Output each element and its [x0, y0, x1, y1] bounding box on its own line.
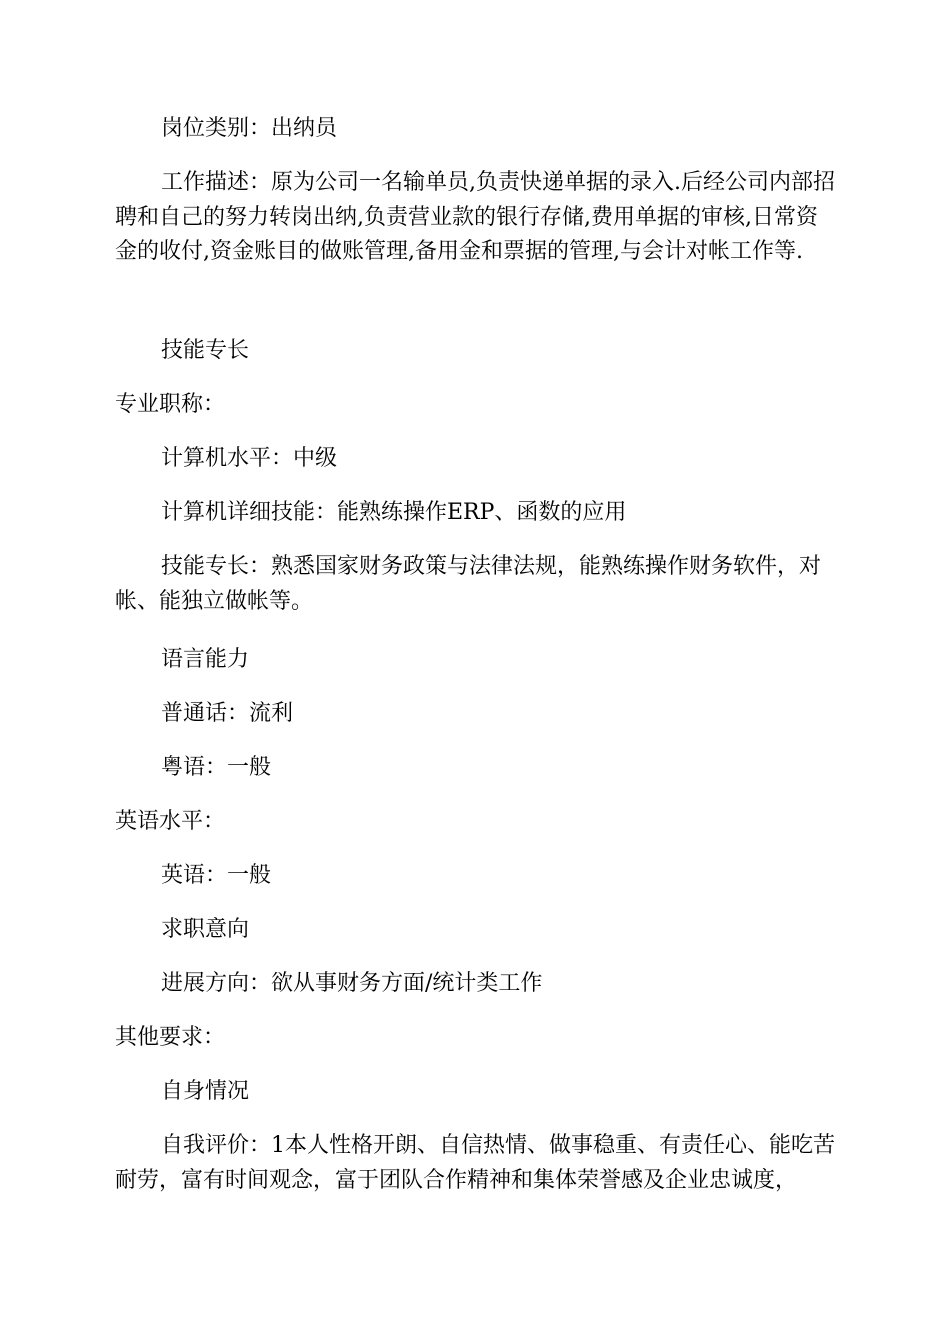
english-level: 英语：一般: [161, 863, 272, 888]
job-description: 工作描述：原为公司一名输单员,负责快递单据的录入.后经公司内部招聘和自己的努力转岗出纳,负责营业款的银行存储,费用单据的审核,日常资金的收付,资金账目的做账管理,备用金和票据的管理,与会计对帐工作等.: [115, 170, 835, 264]
self-evaluation: 自我评价：1本人性格开朗、自信热情、做事稳重、有责任心、能吃苦耐劳，富有时间观念，富于团队合作精神和集体荣誉感及企业忠诚度，: [115, 1133, 835, 1193]
cantonese-level: 粤语：一般: [161, 755, 272, 780]
career-direction: 进展方向：欲从事财务方面/统计类工作: [161, 971, 543, 996]
section-heading-language: 语言能力: [161, 647, 250, 672]
professional-title: 专业职称：: [115, 392, 226, 417]
section-heading-personal: 自身情况: [161, 1079, 250, 1104]
skills-specialty: 技能专长：熟悉国家财务政策与法律法规，能熟练操作财务软件，对帐、能独立做帐等。: [115, 554, 822, 614]
other-requirements: 其他要求：: [115, 1025, 226, 1050]
position-category: 岗位类别：出纳员: [161, 116, 338, 141]
computer-level: 计算机水平：中级: [161, 446, 338, 471]
english-level-label: 英语水平：: [115, 809, 226, 834]
section-heading-job-intention: 求职意向: [161, 917, 250, 942]
section-heading-skills: 技能专长: [161, 338, 250, 363]
mandarin-level: 普通话：流利: [161, 701, 294, 726]
computer-skills-detail: 计算机详细技能：能熟练操作ERP、函数的应用: [161, 500, 627, 525]
